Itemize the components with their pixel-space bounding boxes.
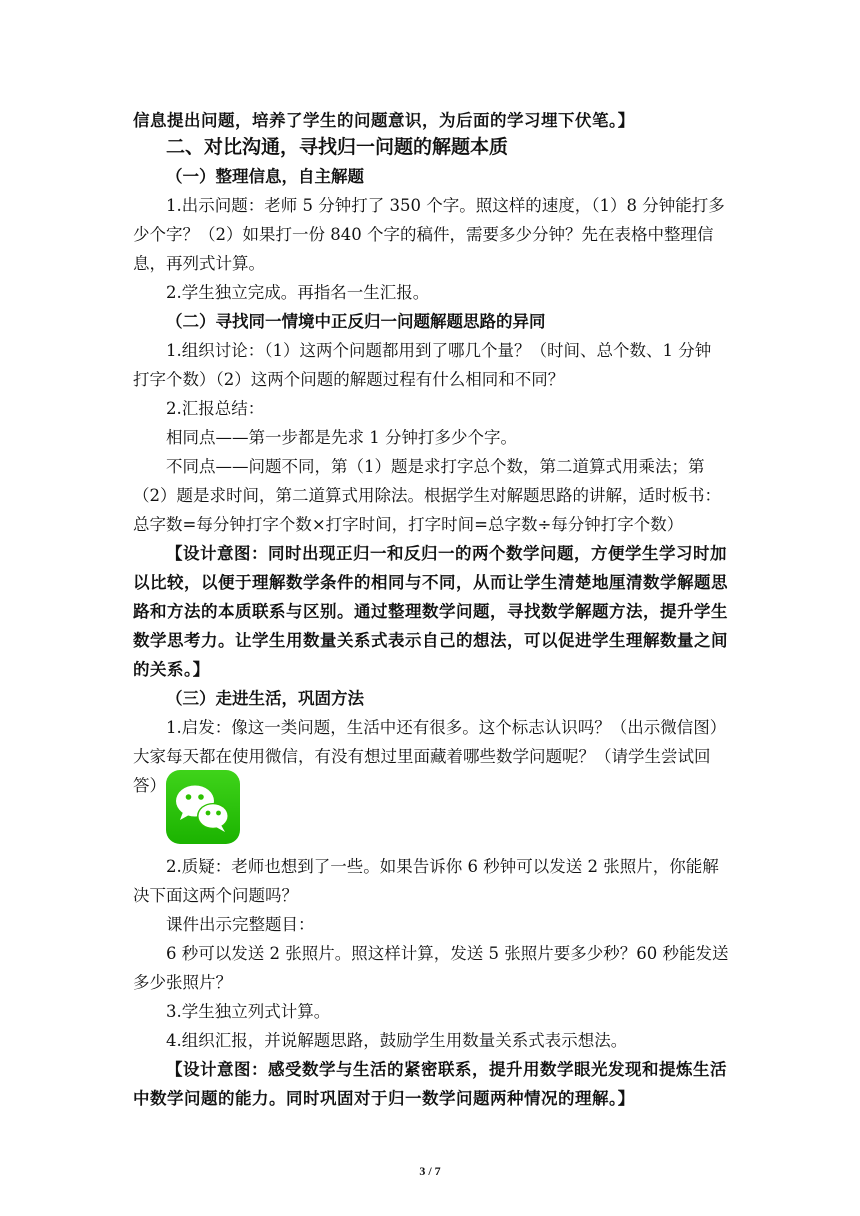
design-note-line: 数学思考力。让学生用数量关系式表示自己的想法，可以促进学生理解数量之间	[133, 631, 728, 650]
wechat-logo-icon	[166, 770, 240, 844]
paragraph-line: 课件出示完整题目：	[166, 915, 315, 934]
paragraph-line: （2）题是求时间，第二道算式用除法。根据学生对解题思路的讲解，适时板书：	[133, 486, 721, 505]
paragraph-line: 1.出示问题：老师 5 分钟打了 350 个字。照这样的速度，（1）8 分钟能打多	[166, 196, 725, 215]
paragraph-line: 大家每天都在使用微信，有没有想过里面藏着哪些数学问题呢？（请学生尝试回	[133, 747, 711, 766]
paragraph-line: 2.汇报总结：	[166, 399, 265, 418]
subsection-heading: （二）寻找同一情境中正反归一问题解题思路的异同	[166, 312, 546, 331]
paragraph-line: 多少张照片？	[133, 973, 232, 992]
design-note-line: 路和方法的本质联系与区别。通过整理数学问题，寻找数学解题方法，提升学生	[133, 602, 728, 621]
subsection-heading: （三）走进生活，巩固方法	[166, 689, 364, 708]
paragraph-line: 6 秒可以发送 2 张照片。照这样计算，发送 5 张照片要多少秒？60 秒能发送	[166, 944, 729, 963]
section-heading: 二、对比沟通，寻找归一问题的解题本质	[166, 136, 509, 158]
paragraph-line: 2.质疑：老师也想到了一些。如果告诉你 6 秒钟可以发送 2 张照片，你能解	[166, 857, 719, 876]
page-number: 3 / 7	[419, 1164, 441, 1178]
design-note-line: 【设计意图：感受数学与生活的紧密联系，提升用数学眼光发现和提炼生活	[166, 1060, 727, 1079]
paragraph-line: 息，再列式计算。	[133, 254, 265, 273]
design-note-line: 中数学问题的能力。同时巩固对于归一数学问题两种情况的理解。】	[133, 1089, 635, 1108]
paragraph-line: 2.学生独立完成。再指名一生汇报。	[166, 283, 430, 302]
paragraph-line: 4.组织汇报，并说解题思路，鼓励学生用数量关系式表示想法。	[166, 1031, 628, 1050]
paragraph-line: 总字数=每分钟打字个数×打字时间，打字时间=总字数÷每分钟打字个数）	[133, 515, 684, 534]
paragraph-line: 1.启发：像这一类问题，生活中还有很多。这个标志认识吗？（出示微信图）	[166, 718, 727, 737]
text-line: 信息提出问题，培养了学生的问题意识，为后面的学习埋下伏笔。】	[133, 111, 635, 130]
paragraph-line: 3.学生独立列式计算。	[166, 1002, 331, 1021]
paragraph-line: 打字个数）（2）这两个问题的解题过程有什么相同和不同？	[133, 370, 565, 389]
paragraph-line: 答）	[133, 776, 166, 795]
design-note-line: 的关系。】	[133, 660, 210, 679]
paragraph-line: 1.组织讨论：（1）这两个问题都用到了哪几个量？（时间、总个数、1 分钟	[166, 341, 712, 360]
paragraph-line: 相同点——第一步都是先求 1 分钟打多少个字。	[166, 428, 517, 447]
paragraph-line: 决下面这两个问题吗？	[133, 886, 298, 905]
design-note-line: 【设计意图：同时出现正归一和反归一的两个数学问题，方便学生学习时加	[166, 544, 727, 563]
design-note-line: 以比较，以便于理解数学条件的相同与不同，从而让学生清楚地厘清数学解题思	[133, 573, 728, 592]
paragraph-line: 不同点——问题不同，第（1）题是求打字总个数，第二道算式用乘法；第	[166, 457, 705, 476]
paragraph-line: 少个字？（2）如果打一份 840 个字的稿件，需要多少分钟？先在表格中整理信	[133, 225, 714, 244]
subsection-heading: （一）整理信息，自主解题	[166, 167, 364, 186]
